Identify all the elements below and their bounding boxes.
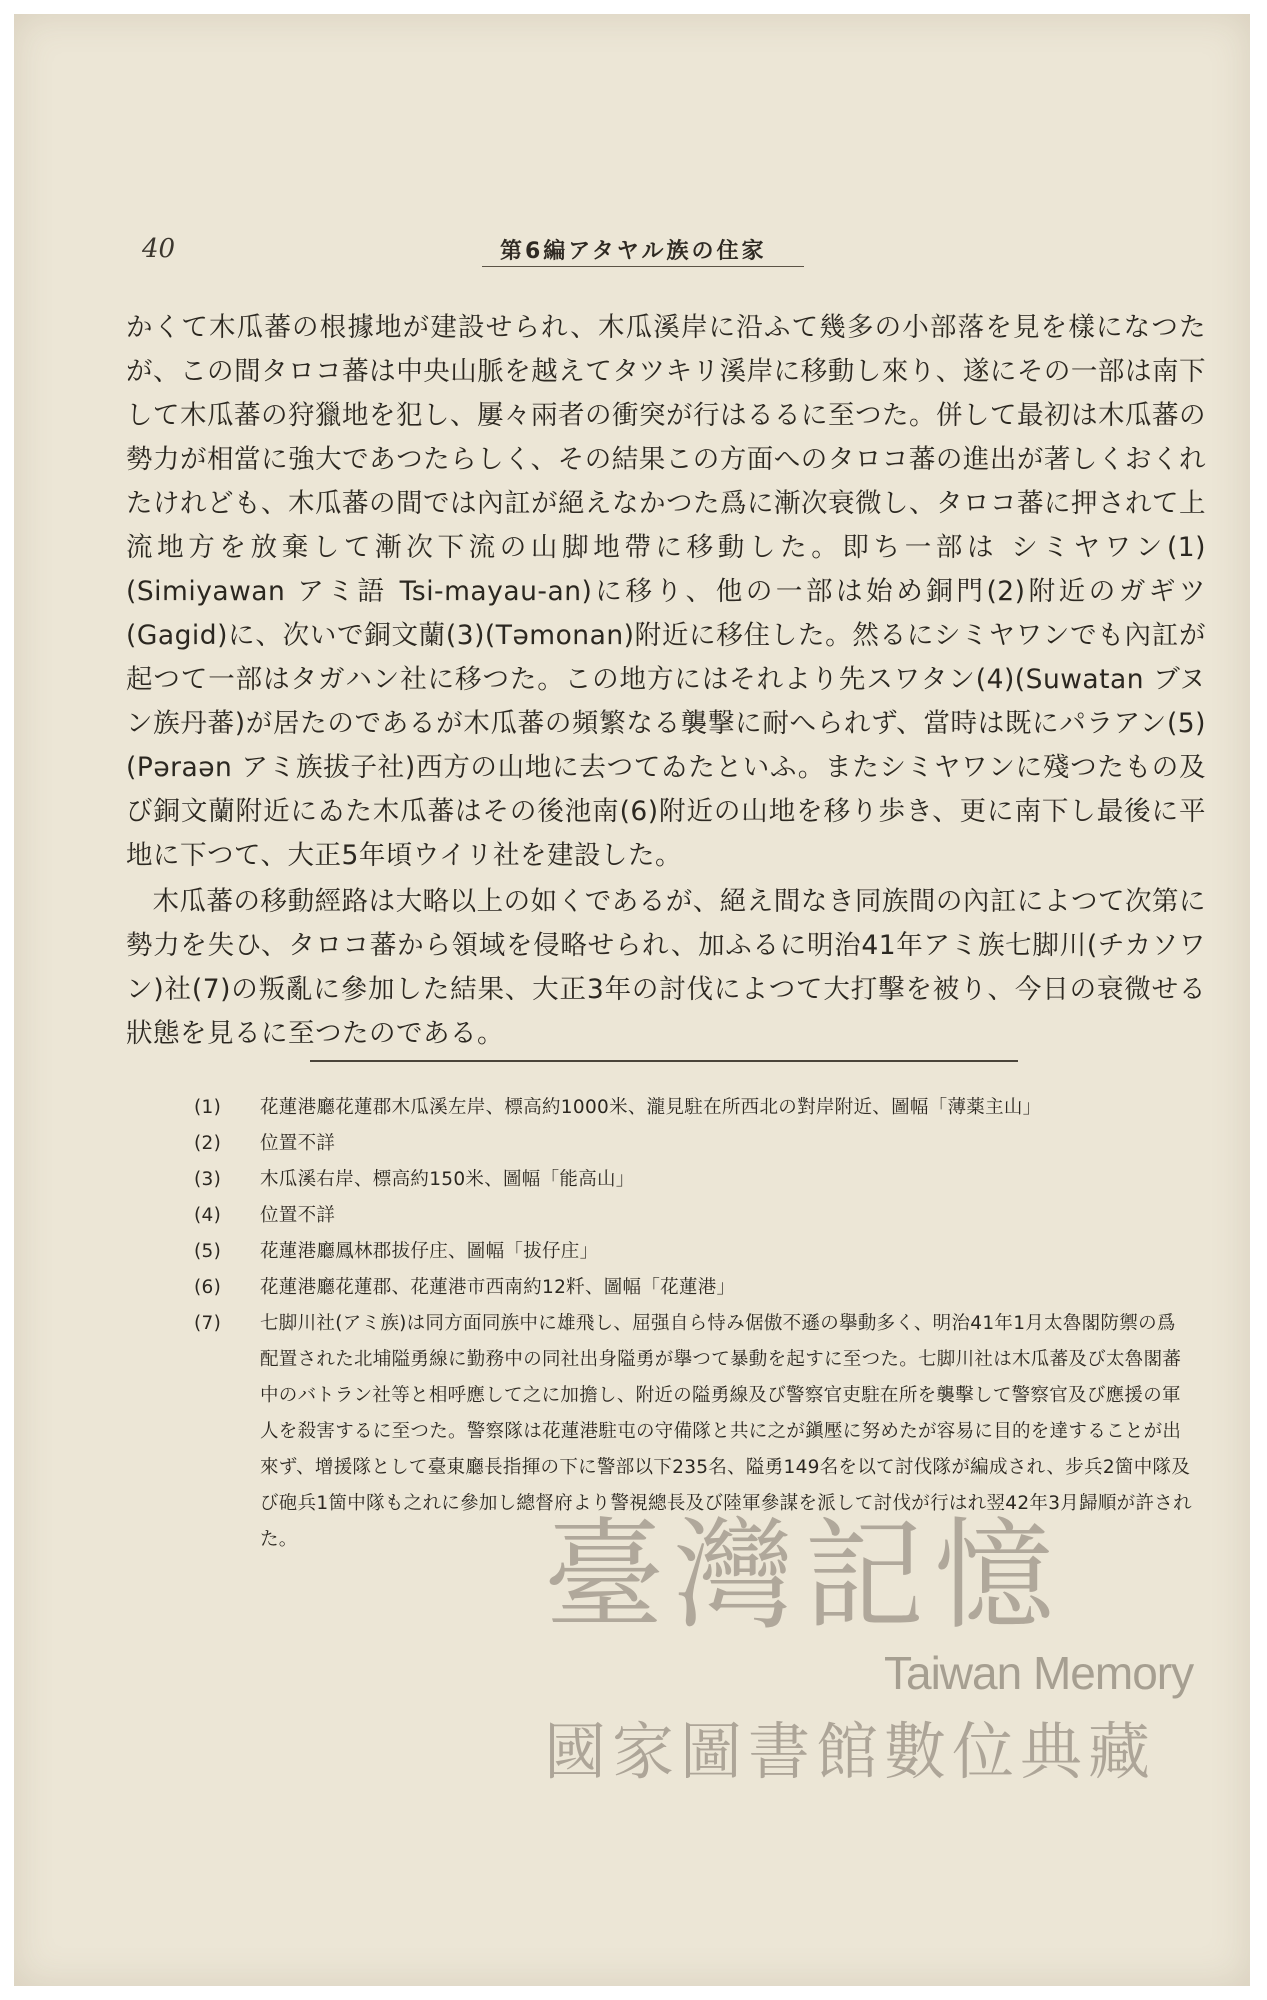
footnote-text: 木瓜溪右岸、標高約150米、圖幅「能高山」 [260, 1169, 635, 1190]
footnote-number: (1) [194, 1097, 222, 1118]
page-number: 40 [142, 234, 176, 264]
footnote-number: (7) [194, 1313, 222, 1334]
main-text [126, 306, 1206, 1056]
footnote-4 [194, 1198, 1194, 1234]
watermark-calligraphy: 臺灣記憶 [544, 1507, 1064, 1646]
watermark [544, 1502, 1224, 1862]
footnote-6 [194, 1270, 1194, 1306]
book-page [14, 14, 1250, 1986]
footnote-text: 位置不詳 [260, 1133, 336, 1154]
footnotes [194, 1090, 1194, 1558]
paragraph-1: かくて木瓜蕃の根據地が建設せられ、木瓜溪岸に沿ふて幾多の小部落を見を樣になつたが、この間タロコ蕃は中央山脈を越えてタツキリ溪岸に移動し來り、遂にその一部は南下して木瓜蕃の狩獵地を犯し、屢々兩者の衝突が行はるるに至つた。併して最初は木瓜蕃の勢力が相當に強大であつたらしく、その結果この方面へのタロコ蕃の進出が著しくおくれたけれども、木瓜蕃の間では內訌が絕えなかつた爲に漸次衰微し、タロコ蕃に押されて上流地方を放棄して漸次下流の山脚地帶に移動した。即ち一部は シミヤワン(1)(Simiyawan アミ語 Tsi-mayau-an)に移り、他の一部は始め銅門(2)附近のガギツ(Gagid)に、次いで銅文蘭(3)(Tәmonan)附近に移住した。然るにシミヤワンでも內訌が起つて一部はタガハン社に移つた。この地方にはそれより先スワタン(4)(Suwatan ブヌン族丹蕃)が居たのであるが木瓜蕃の頻繁なる襲撃に耐へられず、當時は既にパラアン(5)(Pәraәn アミ族拔子社)西方の山地に去つてゐたといふ。またシミヤワンに殘つたもの及び銅文蘭附近にゐた木瓜蕃はその後池南(6)附近の山地を移り歩き、更に南下し最後に平地に下つて、大正5年頃ウイリ社を建設した。 [126, 312, 1206, 871]
paragraph-2: 木瓜蕃の移動經路は大略以上の如くであるが、絕え間なき同族間の內訌によつて次第に勢力を失ひ、タロコ蕃から領域を侵略せられ、加ふるに明治41年アミ族七脚川(チカソワン)社(7)の叛亂に參加した結果、大正3年の討伐によつて大打擊を被り、今日の衰微せる狀態を見るに至つたのである。 [126, 886, 1206, 1049]
footnote-3 [194, 1162, 1194, 1198]
footnote-5 [194, 1234, 1194, 1270]
footnote-number: (3) [194, 1169, 222, 1190]
running-title: 第6編アタヤル族の住家 [500, 239, 767, 264]
footnote-text: 花蓮港廳鳳林郡拔仔庄、圖幅「拔仔庄」 [260, 1241, 599, 1262]
footnote-number: (5) [194, 1241, 222, 1262]
footnote-number: (2) [194, 1133, 222, 1154]
header-rule [482, 266, 804, 267]
watermark-english: Taiwan Memory [884, 1647, 1194, 1699]
page-header [14, 234, 1250, 274]
footnote-divider [310, 1060, 1018, 1062]
watermark-library: 國家圖書館數位典藏 [544, 1715, 1157, 1788]
footnote-text: 七脚川社(アミ族)は同方面同族中に雄飛し、屈强自ら恃み倨傲不遜の擧動多く、明治41年1月太魯閣防禦の爲配置された北埔隘勇線に勤務中の同社出身隘勇が擧つて暴動を起すに至つた。七脚川社は木瓜蕃及び太魯閣蕃中のバトラン社等と相呼應して之に加擔し、附近の隘勇線及び警察官吏駐在所を襲擊して警察官及び應援の軍人を殺害するに至つた。警察隊は花蓮港駐屯の守備隊と共に之が鎭壓に努めたが容易に目的を達することが出來ず、增援隊として臺東廳長指揮の下に警部以下235名、隘勇149名を以て討伐隊が編成され、步兵2箇中隊及び砲兵1箇中隊も之れに參加し總督府より警視總長及び陸軍參謀を派して討伐が行はれ翌42年3月歸順が許された。 [260, 1313, 1192, 1550]
footnote-number: (6) [194, 1277, 222, 1298]
footnote-text: 花蓮港廳花蓮郡木瓜溪左岸、標高約1000米、瀧見駐在所西北の對岸附近、圖幅「薄薬主山」 [260, 1097, 1042, 1118]
footnote-1 [194, 1090, 1194, 1126]
footnote-text: 花蓮港廳花蓮郡、花蓮港市西南約12粁、圖幅「花蓮港」 [260, 1277, 736, 1298]
footnote-number: (4) [194, 1205, 222, 1226]
footnote-2 [194, 1126, 1194, 1162]
footnote-text: 位置不詳 [260, 1205, 336, 1226]
